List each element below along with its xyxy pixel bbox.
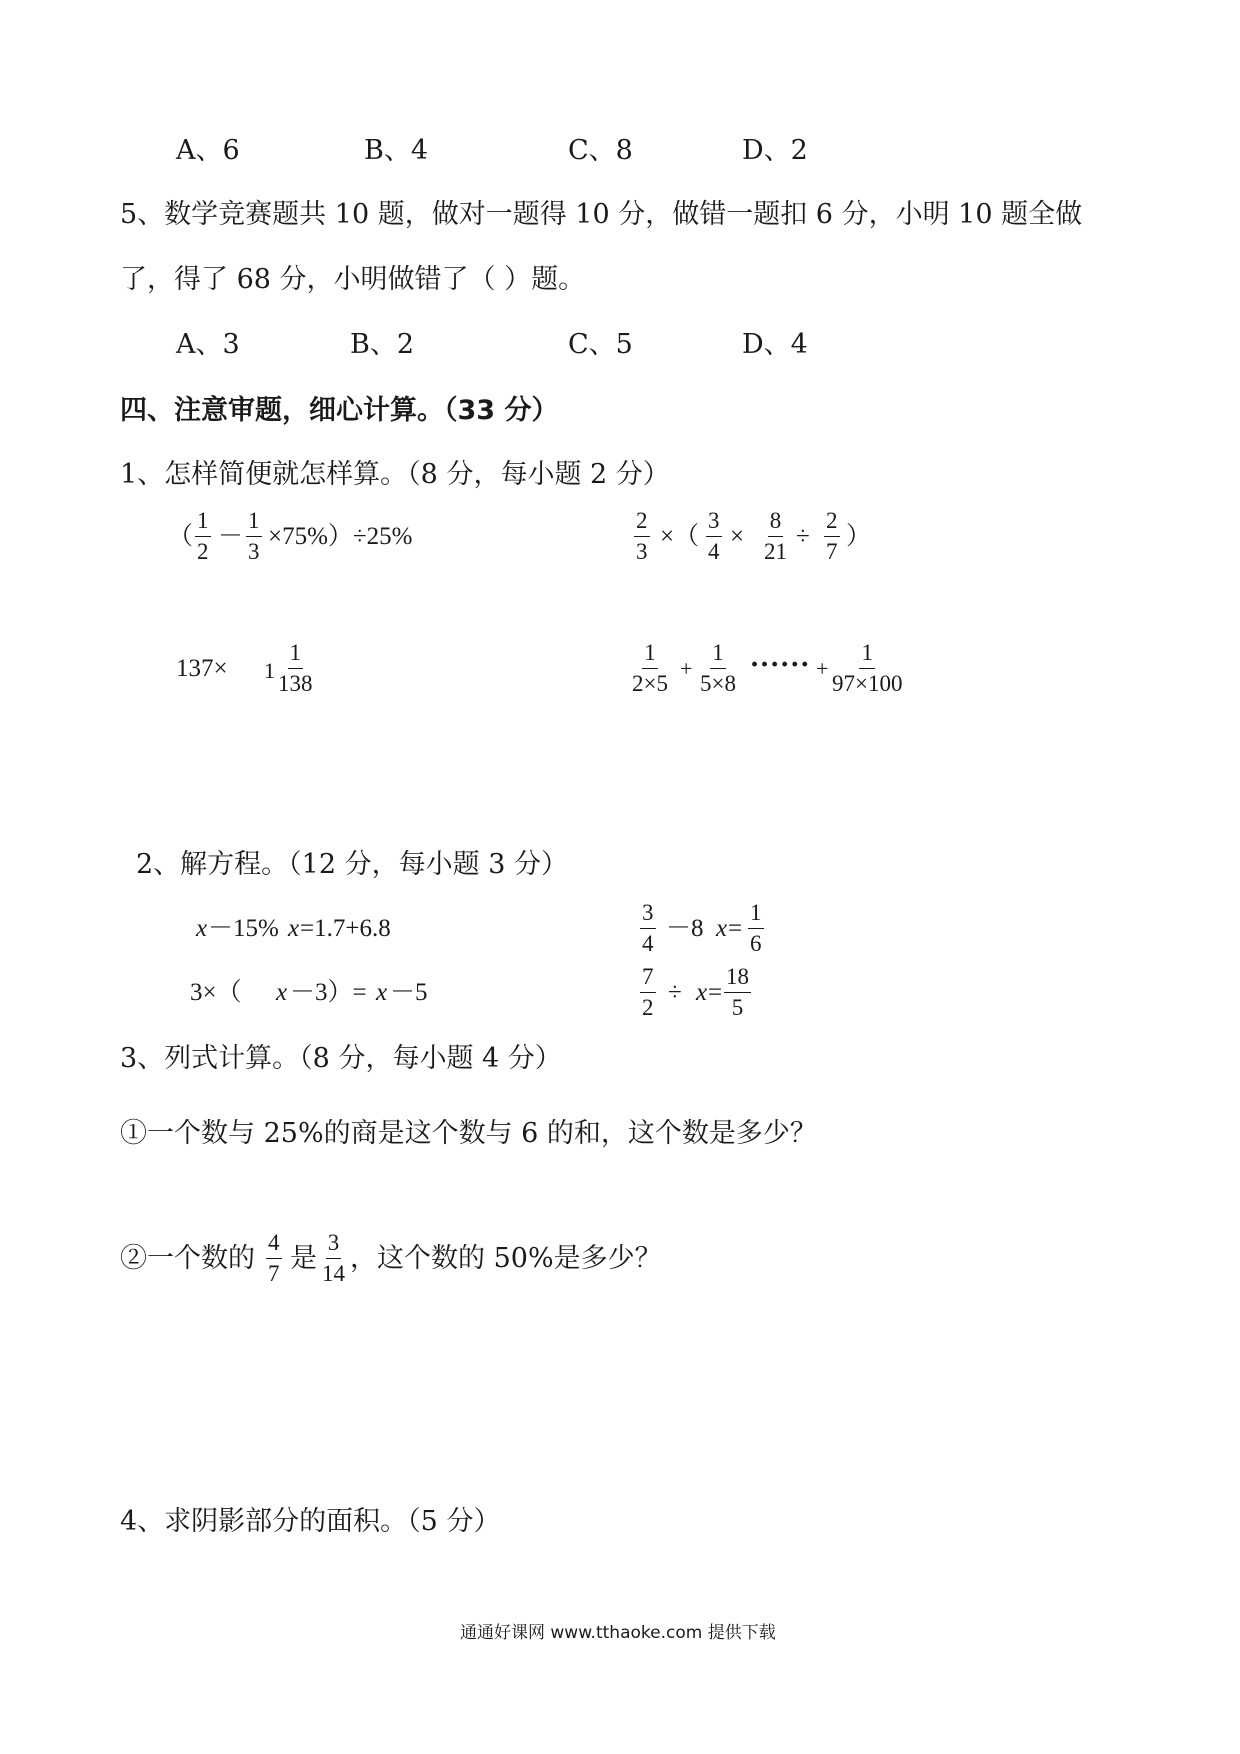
q5-line2: 了，得了 68 分，小明做错了（ ）题。 — [120, 264, 586, 295]
part3-q2-mid: 是 — [290, 1243, 317, 1274]
expr2-mid: ×（ — [660, 523, 700, 550]
fraction — [748, 900, 764, 957]
denominator: 4 — [642, 931, 654, 956]
denominator: 2 — [197, 539, 209, 564]
numerator: 18 — [724, 964, 751, 993]
fraction — [634, 508, 650, 565]
numerator: 1 — [748, 900, 764, 929]
eq3-lead: 3×（ — [190, 979, 242, 1006]
eq2-x: x — [716, 915, 728, 942]
fraction — [246, 508, 262, 565]
numerator: 1 — [246, 508, 262, 537]
fraction — [824, 508, 840, 565]
numerator: 8 — [768, 508, 784, 537]
numerator: 2 — [824, 508, 840, 537]
part3-heading: 3、列式计算。（8 分，每小题 4 分） — [120, 1043, 562, 1074]
part3-q2-lead: ②一个数的 — [120, 1243, 255, 1274]
numerator: 7 — [640, 964, 656, 993]
eq1-x1: x — [196, 915, 208, 942]
fraction — [320, 1230, 347, 1287]
expr1-minus: － — [218, 523, 244, 550]
footer-source: 通通好课网 www.tthaoke.com 提供下载 — [460, 1623, 776, 1643]
q5-option-b: B、2 — [350, 329, 415, 360]
part2-heading: 2、解方程。（12 分，每小题 3 分） — [136, 849, 568, 880]
expr1-tail: ×75%）÷25% — [268, 523, 413, 550]
denominator: 138 — [278, 671, 313, 696]
part3-q2-tail: ，这个数的 50%是多少？ — [350, 1243, 662, 1274]
eq4-div: ÷ — [668, 979, 682, 1006]
numerator: 3 — [640, 900, 656, 929]
denominator: 14 — [322, 1261, 345, 1286]
denominator: 2×5 — [632, 671, 668, 696]
denominator: 5 — [731, 995, 744, 1020]
fraction — [762, 508, 789, 565]
eq3-x1: x — [276, 979, 288, 1006]
eq2-eq: = — [728, 915, 743, 942]
numerator: 1 — [195, 508, 211, 537]
fraction — [630, 640, 670, 697]
q4-option-c: C、8 — [568, 135, 633, 166]
denominator: 6 — [750, 931, 762, 956]
denominator: 7 — [826, 539, 838, 564]
denominator: 7 — [268, 1261, 280, 1286]
denominator: 3 — [636, 539, 648, 564]
fraction — [266, 1230, 282, 1287]
expr4-plus2: + — [816, 656, 829, 681]
expr2-close: ） — [846, 523, 872, 550]
expr3-whole: 1 — [264, 658, 275, 683]
q5-option-a: A、3 — [176, 329, 240, 360]
expr3-lead: 137× — [176, 655, 228, 682]
fraction — [195, 508, 211, 565]
fraction — [640, 964, 656, 1021]
denominator: 21 — [764, 539, 787, 564]
section-title: 四、注意审题，细心计算。（33 分） — [120, 395, 559, 426]
numerator: 4 — [266, 1230, 282, 1259]
fraction — [830, 640, 904, 697]
denominator: 97×100 — [832, 671, 903, 696]
part1-heading: 1、怎样简便就怎样算。（8 分，每小题 2 分） — [120, 459, 670, 490]
expr4-ellipsis: ······ — [750, 650, 811, 680]
numerator: 1 — [288, 640, 304, 669]
fraction — [698, 640, 738, 697]
denominator: 5×8 — [700, 671, 736, 696]
fraction — [706, 508, 722, 565]
numerator: 1 — [710, 640, 726, 669]
q5-option-d: D、4 — [742, 329, 808, 360]
denominator: 2 — [642, 995, 654, 1020]
expr4-plus1: + — [680, 656, 693, 681]
fraction — [640, 900, 656, 957]
q4-option-a: A、6 — [176, 135, 240, 166]
expr2-div: ÷ — [796, 523, 810, 550]
denominator: 3 — [248, 539, 260, 564]
eq4-x: x — [696, 979, 708, 1006]
eq2-mid: －8 — [666, 915, 704, 942]
q4-option-b: B、4 — [364, 135, 429, 166]
fraction — [276, 640, 315, 697]
eq3-tail: －5 — [390, 979, 428, 1006]
q5-option-c: C、5 — [568, 329, 633, 360]
eq1-mid: －15% — [208, 915, 279, 942]
numerator: 1 — [859, 640, 875, 669]
numerator: 3 — [326, 1230, 342, 1259]
fraction — [724, 964, 751, 1021]
eq3-mid: －3）= — [290, 979, 367, 1006]
q4-option-d: D、2 — [742, 135, 808, 166]
eq1-tail: =1.7+6.8 — [300, 915, 391, 942]
numerator: 3 — [706, 508, 722, 537]
part4-heading: 4、求阴影部分的面积。（5 分） — [120, 1506, 501, 1537]
q5-line1: 5、数学竞赛题共 10 题，做对一题得 10 分，做错一题扣 6 分，小明 10 题全做 — [120, 199, 1083, 230]
eq1-x2: x — [288, 915, 300, 942]
eq4-eq: = — [708, 979, 723, 1006]
numerator: 1 — [642, 640, 658, 669]
eq3-x2: x — [376, 979, 388, 1006]
part3-question-1: ①一个数与 25%的商是这个数与 6 的和，这个数是多少？ — [120, 1118, 817, 1149]
numerator: 2 — [634, 508, 650, 537]
denominator: 4 — [708, 539, 720, 564]
expr1-open: （ — [168, 523, 194, 550]
expr2-times: × — [730, 523, 745, 550]
